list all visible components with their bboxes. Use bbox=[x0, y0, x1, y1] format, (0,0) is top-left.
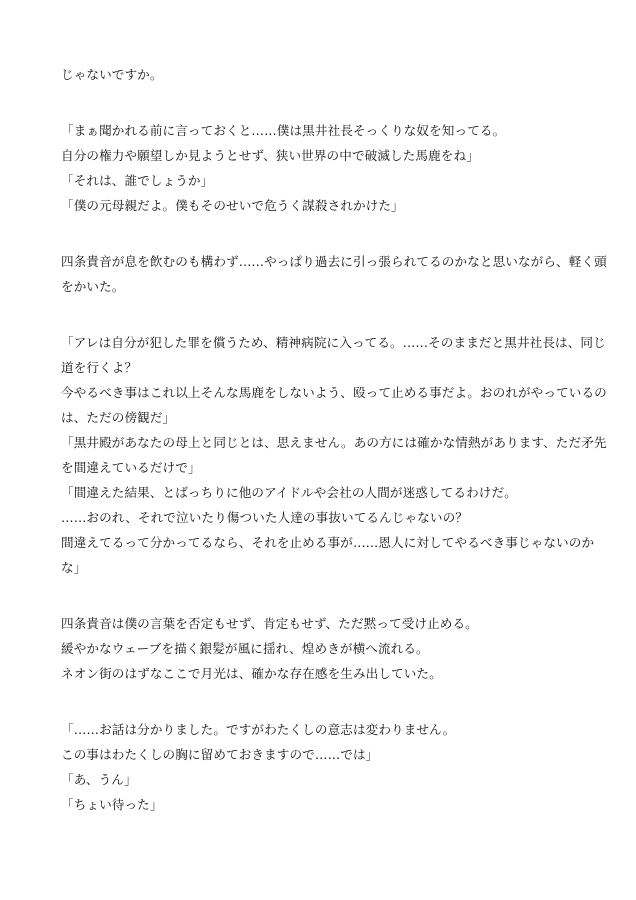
text-line-13: 今やるべき事はこれ以上そんな馬鹿をしないよう、殴って止める事だよ。おのれがやっているの bbox=[61, 385, 607, 400]
text-line-14: は、ただの傍観だ」 bbox=[61, 410, 176, 425]
text-line-24: ネオン街のはずなここで月光は、確かな存在感を生み出していた。 bbox=[61, 666, 442, 681]
text-line-12: 道を行くよ？ bbox=[61, 360, 138, 375]
text-line-29: 「ちょい待った」 bbox=[61, 797, 163, 812]
text-line-6: 「僕の元母親だよ。僕もそのせいで危うく謀殺されかけた」 bbox=[61, 198, 404, 213]
text-line-15: 「黒井殿があなたの母上と同じとは、思えません。あの方には確かな情熱があります、ただ矛先 bbox=[61, 435, 607, 450]
text-line-28: 「あ、うん」 bbox=[61, 772, 137, 787]
text-line-22: 四条貴音は僕の言葉を否定もせず、肯定もせず、ただ黙って受け止める。 bbox=[61, 616, 478, 631]
text-line-8: 四条貴音が息を飲むのも構わず……やっぱり過去に引っ張られてるのかなと思いながら、軽く頭 bbox=[61, 254, 607, 269]
text-line-9: をかいた。 bbox=[61, 279, 125, 294]
text-line-19: 間違えてるって分かってるなら、それを止める事が……恩人に対してやるべき事じゃないのか bbox=[61, 535, 595, 550]
text-line-16: を間違えているだけで」 bbox=[61, 460, 201, 475]
text-line-17: 「間違えた結果、とばっちりに他のアイドルや会社の人間が迷惑してるわけだ。 bbox=[61, 485, 517, 500]
text-line-23: 緩やかなウェーブを描く銀髪が風に揺れ、煌めきが横へ流れる。 bbox=[61, 641, 429, 656]
text-line-11: 「アレは自分が犯した罪を償うため、精神病院に入ってる。……そのままだと黒井社長は、同じ bbox=[61, 335, 606, 350]
text-line-5: 「それは、誰でしょうか」 bbox=[61, 173, 214, 188]
text-line-27: この事はわたくしの胸に留めておきますので……では」 bbox=[61, 747, 379, 762]
text-line-1: じゃないですか。 bbox=[61, 67, 163, 82]
text-line-18: ……おのれ、それで泣いたり傷ついた人達の事抜いてるんじゃないの？ bbox=[61, 510, 468, 525]
text-line-3: 「まぁ聞かれる前に言っておくと……僕は黒井社長そっくりな奴を知ってる。 bbox=[61, 123, 506, 138]
text-line-26: 「……お話は分かりました。ですがわたくしの意志は変わりません。 bbox=[61, 722, 456, 737]
text-line-4: 自分の権力や願望しか見ようとせず、狭い世界の中で破滅した馬鹿をね」 bbox=[61, 148, 479, 163]
text-line-20: な」 bbox=[61, 560, 87, 575]
